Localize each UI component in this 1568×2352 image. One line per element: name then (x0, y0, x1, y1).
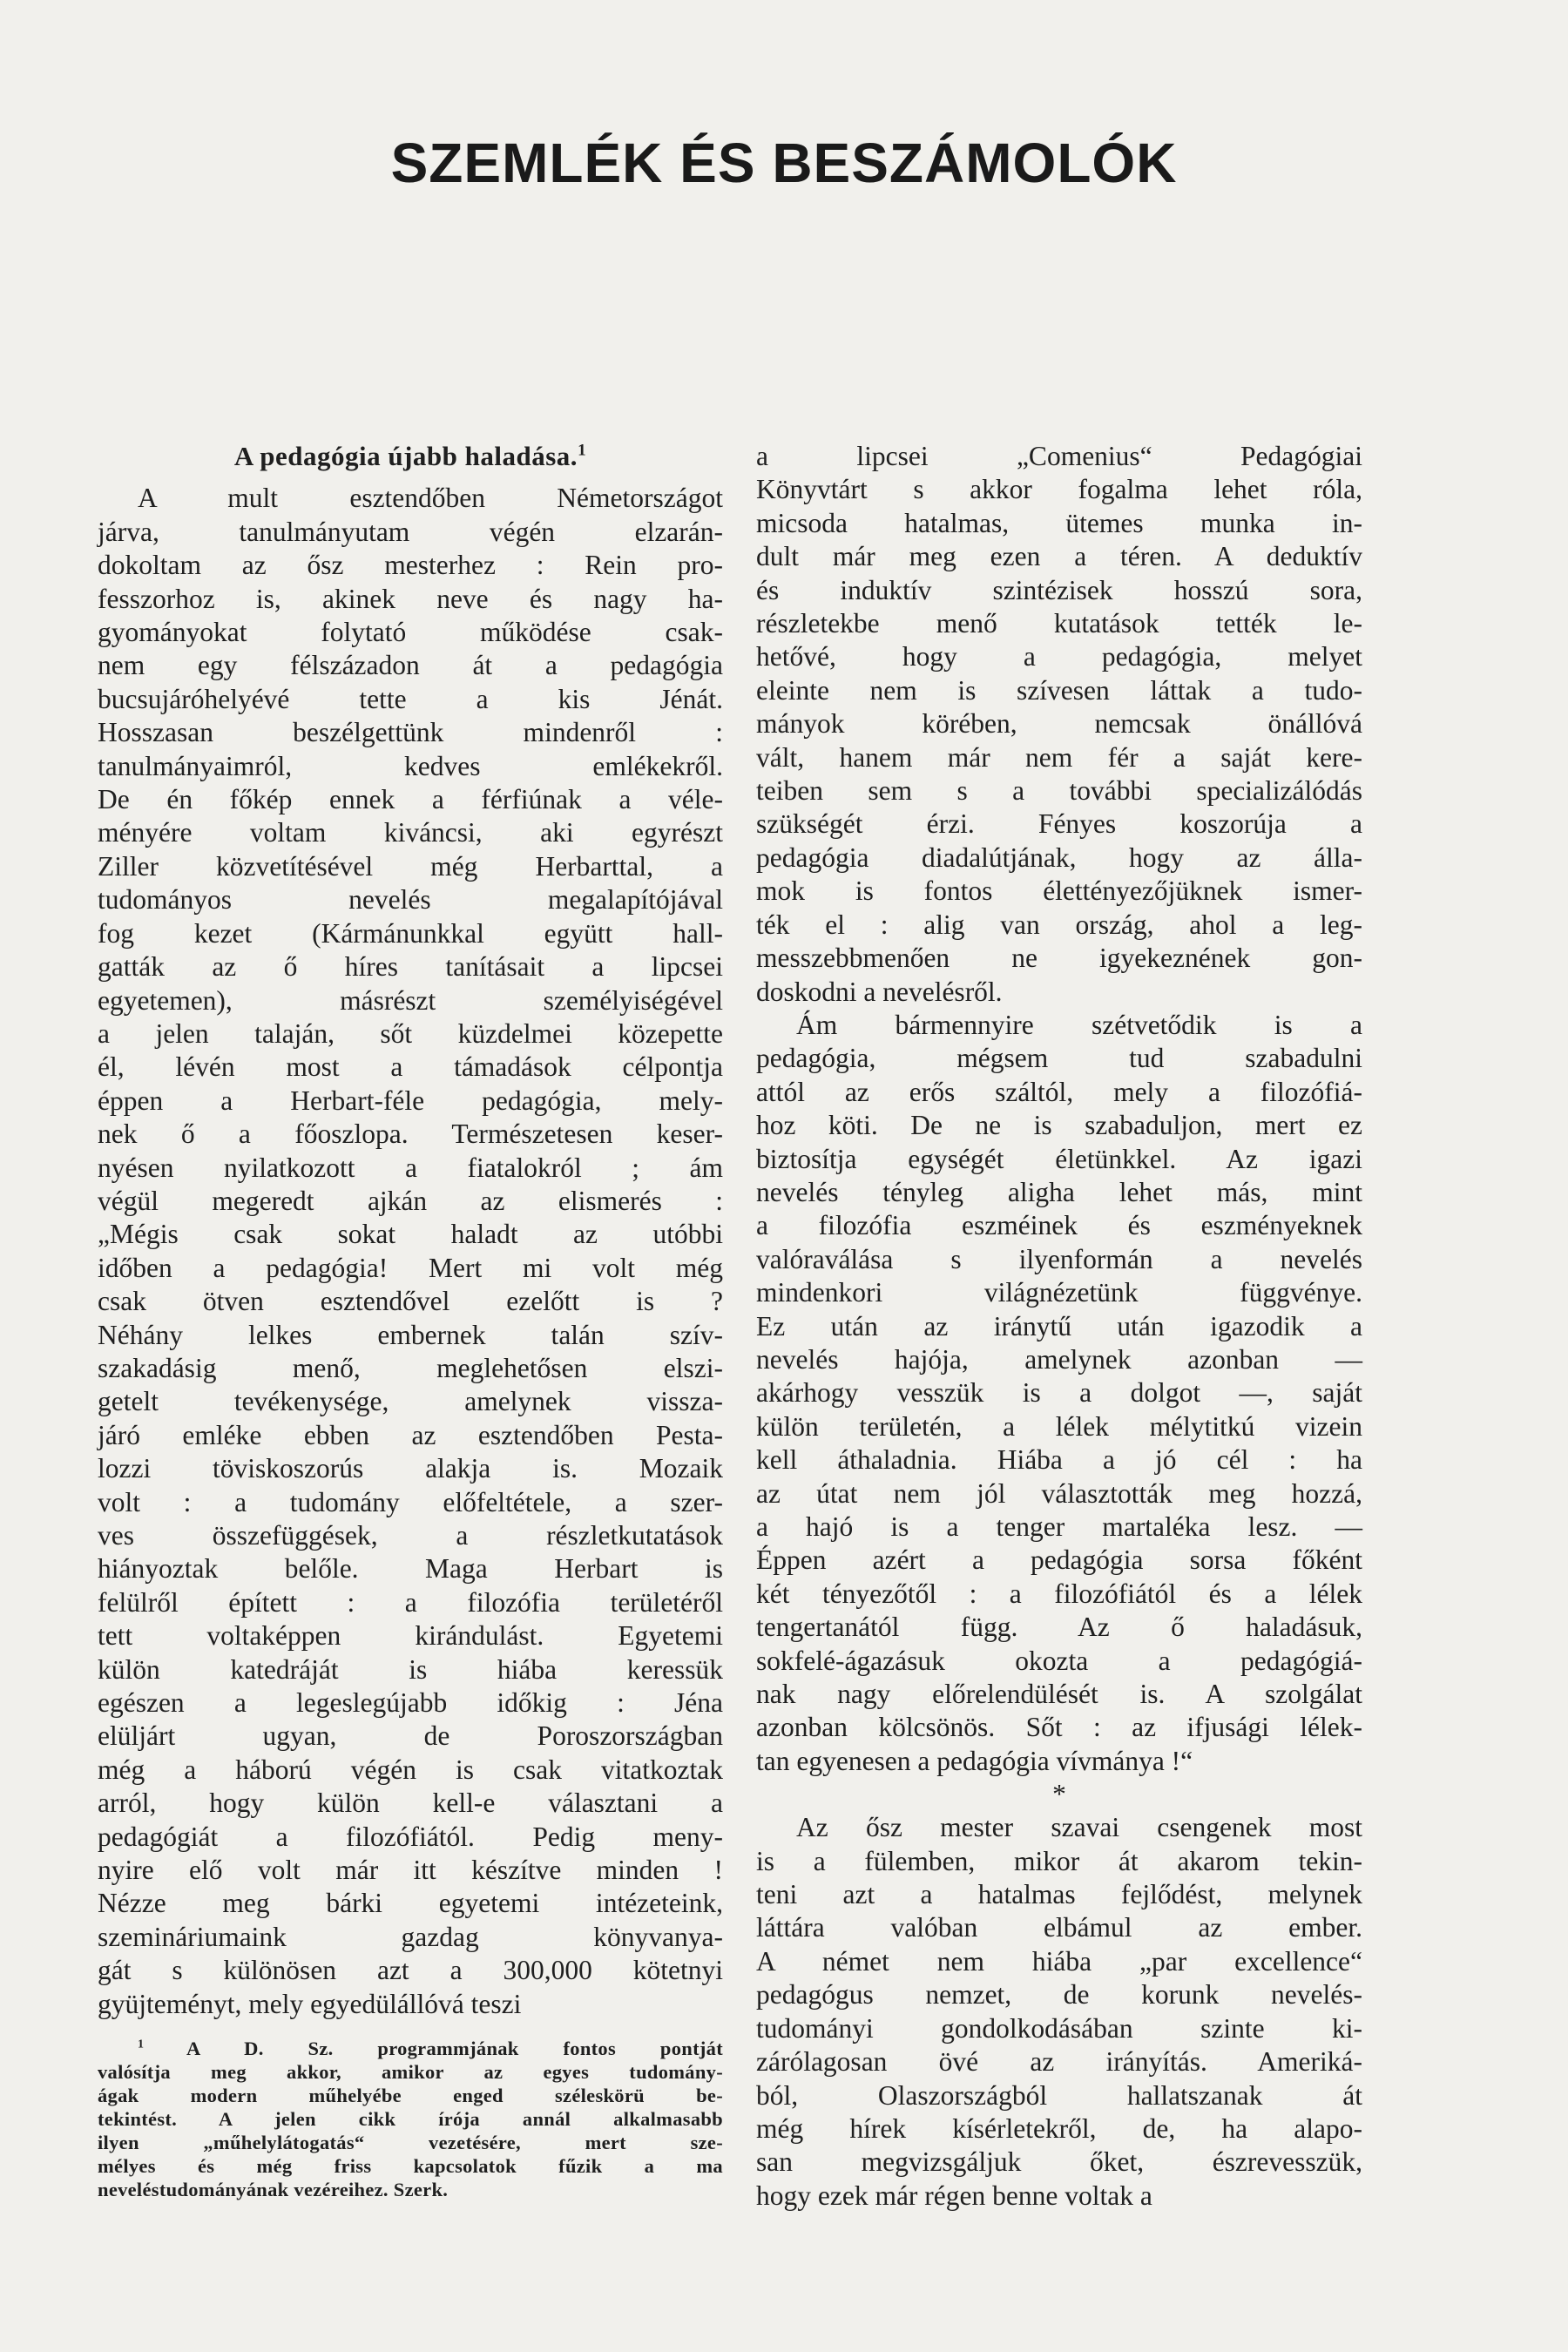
text-line: bucsujáróhelyévé tette a kis Jénát. (98, 683, 723, 714)
text-line: Éppen azért a pedagógia sorsa főként (756, 1544, 1362, 1576)
text-line: is a fülemben, mikor át akarom tekin- (756, 1845, 1362, 1876)
text-line: Hosszasan beszélgettünk mindenről : (98, 717, 723, 748)
text-line: tudományos nevelés megalapítójával (98, 884, 723, 916)
text-line: hetővé, hogy a pedagógia, melyet (756, 641, 1362, 672)
text-line: messzebbmenően ne igyekeznének gon- (756, 943, 1362, 974)
text-line: nek ő a főoszlopa. Természetesen keser- (98, 1119, 723, 1150)
text-line: pedagógiát a filozófiától. Pedig meny- (98, 1821, 723, 1852)
footnote-ref: 1 (578, 441, 587, 460)
text-line: eleinte nem is szívesen láttak a tudo- (756, 674, 1362, 706)
text-line: külön katedráját is hiába keressük (98, 1653, 723, 1685)
left-column-text (98, 482, 723, 2021)
footnote (98, 2037, 723, 2201)
text-line: az útat nem jól választották meg hozzá, (756, 1477, 1362, 1509)
text-line: Ám bármennyire szétvetődik is a (796, 1009, 1362, 1040)
text-line: tett voltaképpen kirándulást. Egyetemi (98, 1620, 723, 1652)
text-line: tengertanától függ. Az ő haladásuk, (756, 1612, 1362, 1643)
text-line: két tényezőtől : a filozófiától és a lélek (756, 1578, 1362, 1609)
section-separator: * (1052, 1779, 1066, 1810)
text-line: még a háború végén is csak vitatkoztak (98, 1754, 723, 1785)
text-line: valósítja meg akkor, amikor az egyes tudomány- (98, 2061, 723, 2084)
text-line: végül megeredt ajkán az elismerés : (98, 1185, 723, 1216)
text-line: részletekbe menő kutatások tették le- (756, 608, 1362, 639)
text-line: hoz köti. De ne is szabaduljon, mert ez (756, 1110, 1362, 1141)
text-line: pedagógus nemzet, de korunk nevelés- (756, 1979, 1362, 2011)
text-line: szemináriumaink gazdag könyvanya- (98, 1921, 723, 1952)
text-line: arról, hogy külön kell-e választani a (98, 1788, 723, 1819)
text-line: időben a pedagógia! Mert mi volt még (98, 1252, 723, 1283)
text-line: nyésen nyilatkozott a fiatalokról ; ám (98, 1152, 723, 1183)
text-line: járó emléke ebben az esztendőben Pesta- (98, 1419, 723, 1450)
text-line: Az ősz mester szavai csengenek most (796, 1812, 1362, 1843)
text-line: „Mégis csak sokat haladt az utóbbi (98, 1219, 723, 1250)
text-line: még hírek kísérletekről, de, ha alapo- (756, 2112, 1362, 2144)
text-line: ból, Olaszországból hallatszanak át (756, 2079, 1362, 2111)
text-line: Néhány lelkes embernek talán szív- (98, 1319, 723, 1350)
text-line: mányok körében, nemcsak önállóvá (756, 708, 1362, 740)
text-line: lozzi töviskoszorús alakja is. Mozaik (98, 1453, 723, 1484)
text-line: De én főkép ennek a férfiúnak a véle- (98, 784, 723, 815)
text-line: mok is fontos élettényezőjüknek ismer- (756, 875, 1362, 907)
text-line: nevelés hajója, amelynek azonban — (756, 1343, 1362, 1375)
text-line: akárhogy vesszük is a dolgot —, saját (756, 1377, 1362, 1409)
text-line: attól az erős száltól, mely a filozófiá- (756, 1076, 1362, 1107)
text-line: kell áthaladnia. Hiába a jó cél : ha (756, 1444, 1362, 1476)
text-line: felülről épített : a filozófia területéről (98, 1586, 723, 1618)
text-line: nak nagy előrelendülését is. A szolgálat (756, 1679, 1362, 1710)
text-line: teiben sem s a további specializálódás (756, 775, 1362, 807)
text-line: ilyen „műhelylátogatás“ vezetésére, mert sze- (98, 2132, 723, 2154)
text-line: zárólagosan övé az irányítás. Ameriká- (756, 2046, 1362, 2078)
text-line: $^1$ A D. Sz. programmjának fontos pontját (138, 2038, 723, 2060)
text-line: neveléstudományának vezéreihez. Szerk. (98, 2179, 449, 2201)
text-line: és induktív szintézisek hosszú sora, (756, 574, 1362, 605)
text-line: nevelés tényleg aligha lehet más, mint (756, 1176, 1362, 1207)
text-line: vált, hanem már nem fér a saját kere- (756, 741, 1362, 773)
text-line: hiányoztak belőle. Maga Herbart is (98, 1553, 723, 1585)
text-line: Ziller közvetítésével még Herbarttal, a (98, 850, 723, 882)
text-line: doskodni a nevelésről. (756, 976, 1003, 1007)
text-line: san megvizsgáljuk őket, észrevesszük, (756, 2146, 1362, 2178)
text-line: szakadásig menő, meglehetősen elszi- (98, 1352, 723, 1383)
article-title-text: A pedagógia újabb haladása. (233, 441, 578, 471)
text-line: tudományi gondolkodásában szinte ki- (756, 2012, 1362, 2044)
text-line: teni azt a hatalmas fejlődést, melynek (756, 1879, 1362, 1910)
text-line: dokoltam az ősz mesterhez : Rein pro- (98, 550, 723, 581)
text-line: tekintést. A jelen cikk írója annál alkalmasabb (98, 2108, 723, 2131)
text-line: tanulmányaimról, kedves emlékekről. (98, 750, 723, 781)
text-line: egyetemen), másrészt személyiségével (98, 984, 723, 1016)
text-line: külön területén, a lélek mélytitkú vizein (756, 1410, 1362, 1442)
text-line: A mult esztendőben Németországot (138, 483, 723, 514)
text-line: él, lévén most a támadások célpontja (98, 1051, 723, 1083)
text-line: biztosítja egységét életünkkel. Az igazi (756, 1143, 1362, 1174)
text-line: fog kezet (Kármánunkkal együtt hall- (98, 917, 723, 949)
text-line: szükségét érzi. Fényes koszorúja a (756, 808, 1362, 840)
text-line: járva, tanulmányutam végén elzarán- (98, 516, 723, 547)
text-line: pedagógia diadalútjának, hogy az álla- (756, 841, 1362, 873)
text-line: mindenkori világnézetünk függvénye. (756, 1277, 1362, 1308)
text-line: láttára valóban elbámul az ember. (756, 1912, 1362, 1943)
text-line: sokfelé-ágazásuk okozta a pedagógiá- (756, 1645, 1362, 1676)
text-line: dult már meg ezen a téren. A deduktív (756, 541, 1362, 572)
text-line: tan egyenesen a pedagógia vívmánya !“ (756, 1745, 1193, 1776)
text-line: micsoda hatalmas, ütemes munka in- (756, 507, 1362, 538)
text-line: Nézze meg bárki egyetemi intézeteink, (98, 1888, 723, 1919)
text-line: getelt tevékenysége, amelynek vissza- (98, 1386, 723, 1417)
text-line: gyüjteményt, mely egyedülállóvá teszi (98, 1988, 522, 2019)
text-line: éppen a Herbart-féle pedagógia, mely- (98, 1085, 723, 1116)
text-line: volt : a tudomány előfeltétele, a szer- (98, 1486, 723, 1517)
text-line: Könyvtárt s akkor fogalma lehet róla, (756, 474, 1362, 505)
right-column-text-part1 (756, 440, 1362, 1778)
text-line: gatták az ő híres tanításait a lipcsei (98, 951, 723, 983)
text-line: a hajó is a tenger martaléka lesz. — (756, 1511, 1362, 1542)
text-line: ves összefüggések, a részletkutatások (98, 1520, 723, 1551)
text-line: pedagógia, mégsem tud szabadulni (756, 1043, 1362, 1074)
text-line: ágak modern műhelyébe enged széleskörü be- (98, 2085, 723, 2107)
text-line: ték el : alig van ország, ahol a leg- (756, 909, 1362, 940)
text-line: Ez után az iránytű után igazodik a (756, 1310, 1362, 1342)
text-line: A német nem hiába „par excellence“ (756, 1945, 1362, 1977)
left-column (98, 440, 723, 2201)
text-line: mélyes és még friss kapcsolatok fűzik a ma (98, 2155, 723, 2178)
text-line: elüljárt ugyan, de Poroszországban (98, 1720, 723, 1752)
text-line: nem egy félszázadon át a pedagógia (98, 650, 723, 681)
text-line: gyományokat folytató működése csak- (98, 617, 723, 648)
right-column (756, 440, 1362, 2213)
text-line: egészen a legeslegújabb időkig : Jéna (98, 1687, 723, 1719)
text-line: a jelen talaján, sőt küzdelmei közepette (98, 1017, 723, 1049)
text-line: hogy ezek már régen benne voltak a (756, 2180, 1152, 2211)
text-line: a lipcsei „Comenius“ Pedagógiai (756, 441, 1362, 471)
text-line: fesszorhoz is, akinek neve és nagy ha- (98, 583, 723, 614)
article-title (98, 440, 723, 473)
text-line: gát s különösen azt a 300,000 kötetnyi (98, 1955, 723, 1986)
text-line: valóraválása s ilyenformán a nevelés (756, 1243, 1362, 1274)
text-line: nyire elő volt már itt készítve minden ! (98, 1855, 723, 1886)
text-line: csak ötven esztendővel ezelőtt is ? (98, 1286, 723, 1317)
text-line: ményére voltam kiváncsi, aki egyrészt (98, 817, 723, 848)
right-column-text-part2 (756, 1811, 1362, 2213)
text-line: azonban kölcsönös. Sőt : az ifjusági lélek- (756, 1712, 1362, 1743)
text-line: a filozófia eszméinek és eszményeknek (756, 1210, 1362, 1241)
footnote-marker: 1 (138, 2038, 186, 2051)
page-heading: SZEMLÉK ÉS BESZÁMOLÓK (390, 132, 1178, 194)
